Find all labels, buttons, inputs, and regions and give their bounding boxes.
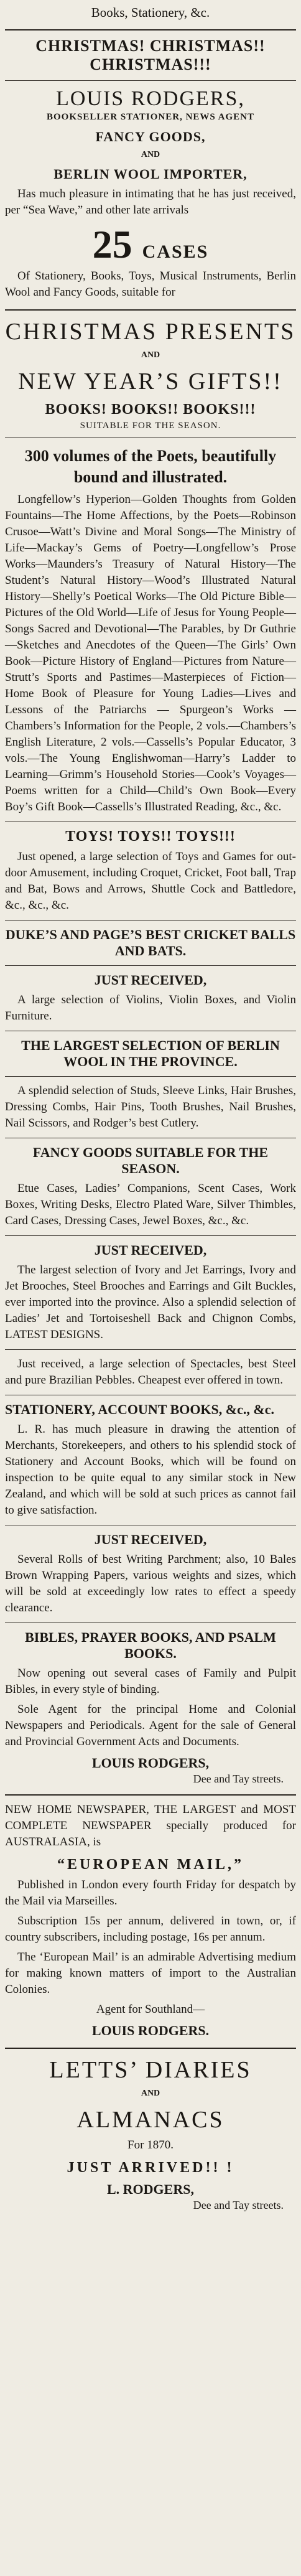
newspaper-subscription: Subscription 15s per annum, delivered in town, or, if country subscribers, including postage, 16s per annum. <box>5 1914 296 1944</box>
and-line: AND <box>141 150 160 159</box>
bibles-paragraph: Now opening out several cases of Family and Pulpit Bibles, in every style of binding. <box>5 1667 296 1696</box>
fancy-heading: FANCY GOODS SUITABLE FOR THE SEASON. <box>32 1145 269 1176</box>
cases-count <box>5 222 296 266</box>
divider <box>5 1349 296 1350</box>
stationery-heading: STATIONERY, ACCOUNT BOOKS, &c., &c. <box>5 1402 274 1417</box>
violins-paragraph: A large selection of Violins, Violin Boxes, and Violin Furniture. <box>5 993 296 1023</box>
cricket-heading: DUKE’S AND PAGE’S BEST CRICKET BALLS AND BATS. <box>5 927 296 958</box>
agency-paragraph: Sole Agent for the principal Home and Colonial Newspapers and Periodicals. Agent for the sale of General and Provincial Government Acts and Documents. <box>5 1703 296 1748</box>
newspaper-title: “EUROPEAN MAIL,” <box>57 1857 244 1873</box>
newspaper-heading: NEW HOME NEWSPAPER, THE LARGEST and MOST COMPLETE NEWSPAPER specially produced for AUSTRALASIA, is <box>5 1803 296 1848</box>
divider <box>5 80 296 81</box>
agency-name: LOUIS RODGERS, <box>91 1755 210 1771</box>
fancy-goods-line: FANCY GOODS, <box>95 129 206 144</box>
divider <box>5 965 296 966</box>
studs-paragraph: A splendid selection of Studs, Sleeve Links, Hair Brushes, Dressing Combs, Hair Pins, Tooth Brushes, Nail Brushes, Nail Scissors, and Rodger’s best Cutlery. <box>5 1084 296 1130</box>
cases-unit: CASES <box>142 241 209 262</box>
diaries-arrived: JUST ARRIVED!! ! <box>67 2160 234 2176</box>
stationery-paragraph: L. R. has much pleasure in drawing the attention of Merchants, Storekeepers, and others to his splendid stock of Stationery and Account Books, which will be found on inspection to be quite equal to any similar stock in New Zealand, and which will be sold at such prices as cannot fail to give satisfaction. <box>5 1423 296 1517</box>
divider <box>5 1794 296 1796</box>
divider <box>5 309 296 311</box>
goods-paragraph: Of Stationery, Books, Toys, Musical Instruments, Berlin Wool and Fancy Goods, suitable for <box>5 269 296 299</box>
spectacles-paragraph: Just received, a large selection of Spectacles, best Steel and pure Brazilian Pebbles. Cheapest ever offered in town. <box>5 1357 296 1387</box>
and-line: AND <box>141 350 160 360</box>
christmas-banner: CHRISTMAS! CHRISTMAS!! CHRISTMAS!!! <box>35 37 266 73</box>
divider <box>5 1235 296 1236</box>
diaries-address: Dee and Tay streets. <box>193 2199 284 2211</box>
diaries-line: LETTS’ DIARIES <box>49 2057 252 2083</box>
gifts-line: NEW YEAR’S GIFTS!! <box>18 368 283 395</box>
berlin-wool-line: BERLIN WOOL IMPORTER, <box>53 166 248 182</box>
diaries-name: L. RODGERS, <box>107 2181 194 2197</box>
divider <box>5 1076 296 1077</box>
berlin-heading: THE LARGEST SELECTION OF BERLIN WOOL IN THE PROVINCE. <box>21 1037 280 1069</box>
earrings-heading: JUST RECEIVED, <box>94 1242 207 1258</box>
proprietor-occupation: BOOKSELLER STATIONER, NEWS AGENT <box>46 112 255 122</box>
section-header: Books, Stationery, &c. <box>91 5 210 20</box>
poets-list: Longfellow’s Hyperion—Golden Thoughts from Golden Fountains—The Home Affections, by the Poets—Robinson Crusoe—Watt’s Divine and Moral Songs—The Ministry of Life—Mackay’s Gems of Poetry—Longfellow’s Prose Works—Maunders’s Treasury of Natural History—The Student’s Natural History—Wood’s Illustrated Natural History—Shelly’s Poetical Works—The Old Picture Bible—Pictures of the Old World—Life of Jesus for Young People—Songs Sacred and Devotional—The Parables, by Dr Guthrie—Sketches and Anecdotes of the Queen—The Girls’ Own Book—Picture History of England—Pictures from Nature—Strutt’s Sports and Pastimes—Masterpieces of Fiction—Home Book of Pleasure for Young Ladies—Lives and Lessons of the Patriarchs — Spurgeon’s Works — Chambers’s Information for the People, 2 vols.—Chambers’s English Literature, 2 vols.—Cassells’s Popular Educator, 3 vols.—The Young Englishwoman—Harry’s Ladder to Learning—Grimm’s Household Stories—Cook’s Voyages—Poems written for a Child—Child’s Own Book—Every Boy’s Gift Book—Cassells’s Illustrated Reading, &c., &c. <box>5 493 296 813</box>
suitable-line: SUITABLE FOR THE SEASON. <box>80 421 221 431</box>
paper-heading: JUST RECEIVED, <box>94 1532 207 1547</box>
newspaper-agent-name: LOUIS RODGERS. <box>91 2023 210 2038</box>
earrings-paragraph: The largest selection of Ivory and Jet Earrings, Ivory and Jet Brooches, Steel Brooches and Earrings and Gilt Buckles, ever imported into the province. Also a splendid selection of Ladies’ Jet and Tortoiseshell Back and Chignon Combs, LATEST DESIGNS. <box>5 1263 296 1341</box>
newspaper-publish: Published in London every fourth Friday for despatch by the Mail via Marseilles. <box>5 1878 296 1908</box>
cases-number: 25 <box>92 222 132 266</box>
poets-heading: 300 volumes of the Poets, beautifully bound and illustrated. <box>24 447 277 486</box>
books-banner: BOOKS! BOOKS!! BOOKS!!! <box>45 401 256 418</box>
violins-heading: JUST RECEIVED, <box>94 972 207 988</box>
toys-paragraph: Just opened, a large selection of Toys and Games for out-door Amusement, including Croquet, Cricket, Foot ball, Trap and Bat, Bows and Arrows, Shuttle Cock and Battledore, &c., &c., &c. <box>5 850 296 912</box>
proprietor-name: LOUIS RODGERS, <box>56 87 245 110</box>
divider <box>5 29 296 30</box>
newspaper-agent: Agent for Southland— <box>96 2003 205 2016</box>
intro-paragraph: Has much pleasure in intimating that he has just received, per “Sea Wave,” and other late arrivals <box>5 187 296 217</box>
paper-paragraph: Several Rolls of best Writing Parchment; also, 10 Bales Brown Wrapping Papers, various weights and sizes, which will be sold at exceedingly low rates to effect a speedy clearance. <box>5 1553 296 1614</box>
toys-heading: TOYS! TOYS!! TOYS!!! <box>65 828 236 845</box>
newspaper-medium: The ‘European Mail’ is an admirable Advertising medium for making known matters of import to the Australian Colonies. <box>5 1951 296 1996</box>
almanacs-line: ALMANACS <box>76 2107 225 2133</box>
divider <box>5 2048 296 2049</box>
diaries-year: For 1870. <box>127 2138 174 2152</box>
and-line: AND <box>141 2089 160 2098</box>
fancy-paragraph: Etue Cases, Ladies’ Companions, Scent Cases, Work Boxes, Writing Desks, Electro Plated Ware, Silver Thimbles, Card Cases, Dressing Cases, Jewel Boxes, &c., &c. <box>5 1182 296 1227</box>
bibles-heading: BIBLES, PRAYER BOOKS, AND PSALM BOOKS. <box>25 1629 276 1661</box>
presents-line: CHRISTMAS PRESENTS <box>5 319 296 345</box>
agency-address: Dee and Tay streets. <box>193 1773 284 1785</box>
